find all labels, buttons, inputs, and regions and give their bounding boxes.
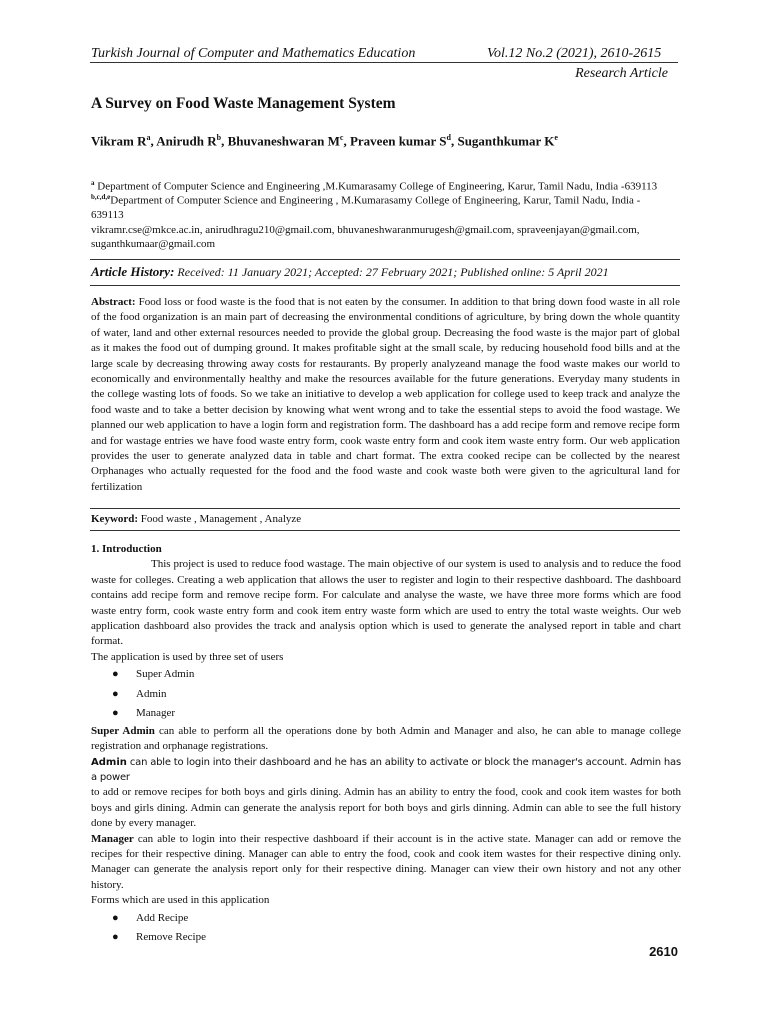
journal-name: Turkish Journal of Computer and Mathematics Education	[91, 46, 416, 61]
section-heading: 1. Introduction	[91, 543, 162, 555]
article-history	[91, 264, 609, 280]
admin-label: Admin	[91, 756, 127, 768]
bullet-icon: ●	[112, 931, 119, 944]
admin-paragraph	[91, 755, 681, 832]
author-sep: ,	[221, 133, 228, 149]
history-divider-bottom	[90, 285, 680, 286]
affiliation-sup: b,c,d,e	[91, 193, 111, 201]
email-line: suganthkumaar@gmail.com	[91, 238, 216, 251]
admin-text: to add or remove recipes for both boys and girls dining. Admin has an ability to entry the food, cook and cook item wastes for both boys and girls dining. Admin can generate the analysis report for both boys and girls dinning. Admin can able to see the full history done by every manager.	[91, 786, 681, 830]
admin-text-first-line: can able to login into their dashboard and he has an ability to activate or block the manager's account. Admin has a power	[91, 756, 681, 783]
list-item-label: Manager	[136, 707, 176, 720]
intro-paragraph	[91, 557, 681, 649]
manager-text: can able to login into their respective dashboard if their account is in the active state. Manager can add or remove the recipes for their respective dining. Manager can able to entry the food, cook and cook item wastes for their respective dining only. Manager can generate the analysis report only for their respective dining. Manager can view their own history and not any other history.	[91, 832, 681, 891]
email-line: vikramr.cse@mkce.ac.in, anirudhragu210@gmail.com, bhuvaneshwaranmurugesh@gmail.com, spraveenjayan@gmail.com,	[91, 223, 640, 236]
article-type: Research Article	[575, 66, 668, 81]
affiliation-zip: 639113	[91, 209, 124, 222]
keywords	[91, 513, 301, 525]
abstract-label: Abstract:	[91, 296, 136, 308]
keyword-label: Keyword:	[91, 513, 139, 525]
paper-title: A Survey on Food Waste Management System	[91, 95, 396, 112]
author-name: Vikram R	[91, 133, 147, 149]
list-item	[91, 685, 681, 705]
history-text: Received: 11 January 2021; Accepted: 27 February 2021; Published online: 5 April 2021	[174, 265, 609, 279]
bullet-icon: ●	[112, 668, 119, 681]
affiliation-bcde	[91, 190, 681, 252]
affiliation-sup: a	[91, 179, 95, 187]
page-number: 2610	[649, 944, 678, 959]
super-admin-paragraph	[91, 724, 681, 755]
bullet-icon: ●	[112, 707, 119, 720]
author-sep: ,	[450, 133, 458, 149]
abstract-text: Food loss or food waste is the food that is not eaten by the consumer. In addition to that bring down food waste in all role of the food organization is an main part of decreasing the environmental conditions of agriculture, by bring down the whole quantity of water, land and other external resources needed to provide the global group. Decreasing the food waste is the major part of global as it makes the food out of dumping ground. It makes profitable sight at the small scale, by reducing household food bills and at the large scale by decreasing throwing away costs for restaurants. By properly analyzeand manage the food waste makes our world to economically and environmentally healthy and make the resources available for the future generations. Everyday many students in the college wasting lots of foods. So we take an initiative to develop a web application for college used to keep track and analyze the food waste and to take a better decision by knowing what went wrong and to take the essential steps to avoid the food wastage. We planned our web application to have a login form and registration form. The dashboard has a add recipe form and remove recipe form and for wastage entries we have food waste entry form, cook waste entry form and cook item waste entry form. Our web application provides the user to generate analyzed data in table and chart format. The extra cooked recipe can be collected by the nearest Orphanages who actually requested for the food and the food waste and cook waste both were given to the agricultural land for fertilization	[91, 296, 680, 493]
header-divider	[90, 62, 678, 63]
keyword-divider-top	[90, 508, 680, 509]
list-item	[91, 928, 681, 948]
author-sep: ,	[343, 133, 350, 149]
author-name: Bhuvaneshwaran M	[227, 133, 340, 149]
affiliation-text: Department of Computer Science and Engineering , M.Kumarasamy College of Engineering, Karur, Tamil Nadu, India -	[110, 194, 641, 207]
author-sep: ,	[150, 133, 157, 149]
keyword-text: Food waste , Management , Analyze	[138, 513, 302, 525]
author-name: Anirudh R	[156, 133, 217, 149]
abstract	[91, 295, 680, 495]
author-sup: b	[216, 133, 222, 142]
list-item	[91, 704, 681, 724]
author-list	[91, 133, 558, 149]
journal-volume: Vol.12 No.2 (2021), 2610-2615	[487, 46, 662, 61]
list-item-label: Remove Recipe	[136, 931, 206, 944]
introduction-section	[91, 542, 681, 948]
list-item	[91, 665, 681, 685]
author-name: Praveen kumar S	[349, 133, 447, 149]
forms-intro: Forms which are used in this application	[91, 894, 270, 907]
author-sup: e	[554, 133, 558, 142]
user-list	[91, 665, 681, 724]
history-label: Article History:	[91, 264, 175, 279]
super-admin-text: can able to perform all the operations done by both Admin and Manager and also, he can able to manage college registration and orphanage registrations.	[91, 724, 681, 753]
bullet-icon: ●	[112, 911, 119, 924]
list-item-label: Super Admin	[136, 668, 195, 681]
author-sup: c	[339, 133, 344, 142]
users-intro: The application is used by three set of users	[91, 650, 284, 663]
intro-paragraph-text: This project is used to reduce food wastage. The main objective of our system is used to analysis and to reduce the food waste for colleges. Creating a web application that allows the user to register and login to their respective dashboard. The dashboard contains add recipe form and remove recipe form. For calculate and analyse the waste, we have three more forms which are food waste entry form, cook waste entry form and cook item entry waste form which are used to entry the total waste weights. Our web application dashboard also provides the track and analysis option which is used to generate the analysed report in table and chart format.	[91, 558, 681, 648]
super-admin-label: Super Admin	[91, 724, 155, 737]
list-item-label: Admin	[136, 687, 167, 700]
manager-label: Manager	[91, 832, 134, 845]
keyword-divider-bottom	[90, 530, 680, 531]
list-item-label: Add Recipe	[136, 911, 189, 924]
affiliation-text: Department of Computer Science and Engineering ,M.Kumarasamy College of Engineering, Karur, Tamil Nadu, India -639113	[94, 180, 658, 193]
manager-paragraph	[91, 832, 681, 894]
history-divider-top	[90, 259, 680, 260]
author-sup: d	[446, 133, 451, 142]
forms-list	[91, 909, 681, 948]
bullet-icon: ●	[112, 687, 119, 700]
author-name: Suganthkumar K	[457, 133, 555, 149]
author-sup: a	[146, 133, 151, 142]
list-item	[91, 909, 681, 929]
